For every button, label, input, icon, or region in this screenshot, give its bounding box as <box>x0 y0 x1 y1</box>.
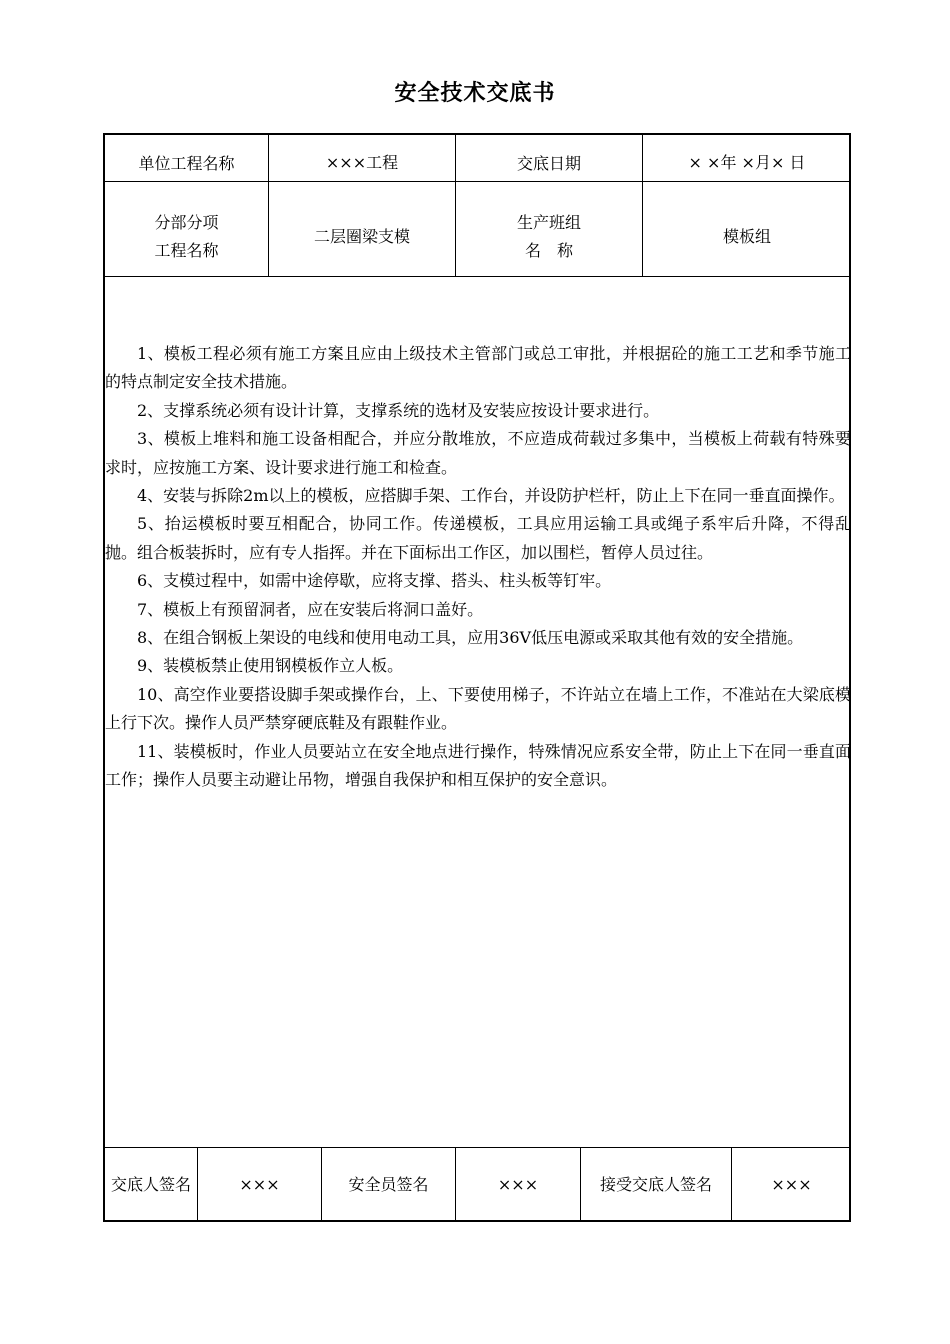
receiver-signature-value: ××× <box>771 1175 812 1194</box>
instruction-item: 11、装模板时，作业人员要站立在安全地点进行操作，特殊情况应系安全带，防止上下在同一垂直面工作；操作人员要主动避让吊物，增强自我保护和相互保护的安全意识。 <box>105 741 851 790</box>
instruction-item: 1、模板工程必须有施工方案且应由上级技术主管部门或总工审批，并根据砼的施工工艺和季节施工的特点制定安全技术措施。 <box>105 344 851 392</box>
team-label <box>456 182 642 292</box>
instruction-item: 8、在组合钢板上架设的电线和使用电动工具，应用36V低压电源或采取其他有效的安全措施。 <box>137 628 804 648</box>
instruction-item: 10、高空作业要搭设脚手架或操作台，上、下要使用梯子，不许站立在墙上工作，不准站在大梁底模上行下次。操作人员严禁穿硬底鞋及有跟鞋作业。 <box>105 684 851 733</box>
safety-officer-signature-value: ××× <box>497 1175 539 1194</box>
team-value: 模板组 <box>722 227 771 246</box>
giver-signature-value: ××× <box>239 1175 280 1194</box>
instruction-item: 6、支模过程中，如需中途停歇，应将支撑、搭头、柱头板等钉牢。 <box>137 571 612 591</box>
instruction-item: 9、装模板禁止使用钢模板作立人板。 <box>137 656 404 676</box>
disclosure-form-table <box>103 133 851 1222</box>
safety-officer-signature-label: 安全员签名 <box>348 1175 429 1194</box>
instruction-item: 3、模板上堆料和施工设备相配合，并应分散堆放，不应造成荷载过多集中，当模板上荷载有特殊要求时，应按施工方案、设计要求进行施工和检查。 <box>105 429 851 477</box>
team-label-line-1: 生产班组 <box>516 213 581 232</box>
disclosure-date-label: 交底日期 <box>516 154 581 173</box>
giver-signature-label: 交底人签名 <box>110 1175 191 1194</box>
receiver-signature-label: 接受交底人签名 <box>599 1175 712 1194</box>
project-name-value: ×××工程 <box>325 153 399 172</box>
sub-project-label-line-1: 分部分项 <box>154 213 219 232</box>
sub-project-label <box>105 182 268 292</box>
safety-instructions <box>105 340 851 795</box>
instruction-item: 7、模板上有预留洞者，应在安装后将洞口盖好。 <box>137 599 484 619</box>
disclosure-date-value: × ×年 ×月× 日 <box>688 153 806 172</box>
sub-project-value: 二层圈梁支模 <box>313 227 410 246</box>
instruction-item: 5、抬运模板时要互相配合，协同工作。传递模板，工具应用运输工具或绳子系牢后升降，不得乱抛。组合板装拆时，应有专人指挥。并在下面标出工作区，加以围栏，暂停人员过往。 <box>105 514 851 562</box>
instruction-item: 4、安装与拆除2m以上的模板，应搭脚手架、工作台，并设防护栏杆，防止上下在同一垂直面操作。 <box>137 486 845 506</box>
team-label-line-2: 名 称 <box>524 241 573 260</box>
document-title: 安全技术交底书 <box>394 80 556 106</box>
instruction-item: 2、支撑系统必须有设计计算，支撑系统的选材及安装应按设计要求进行。 <box>137 400 660 420</box>
project-name-label: 单位工程名称 <box>138 154 235 173</box>
sub-project-label-line-2: 工程名称 <box>154 241 219 260</box>
